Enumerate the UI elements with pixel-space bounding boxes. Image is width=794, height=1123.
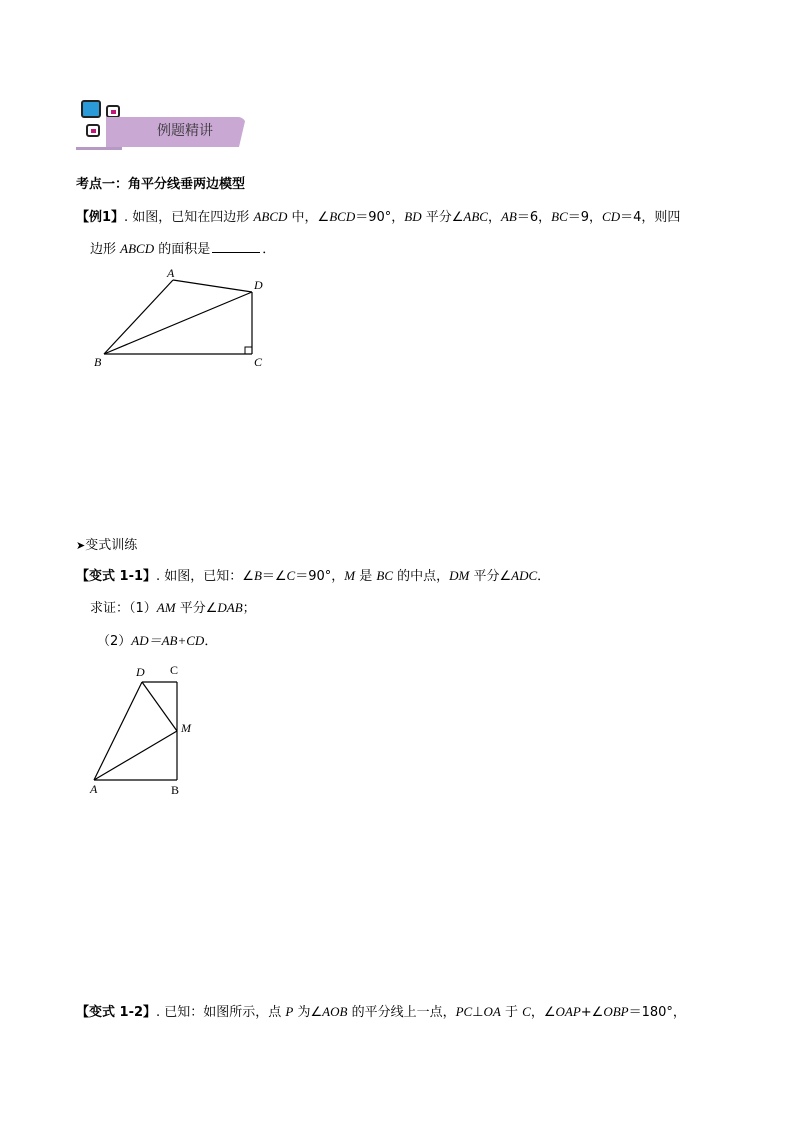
math: BCD	[329, 209, 356, 224]
math: AM	[156, 600, 176, 615]
text: 边形	[90, 242, 121, 257]
label-c: C	[170, 663, 179, 677]
math: P	[285, 1004, 294, 1019]
math: ABC	[463, 209, 488, 224]
variation1-part2-line	[97, 632, 217, 651]
banner-square-magenta-1	[106, 105, 120, 118]
text: 求证：（1）	[90, 601, 157, 616]
math: DAB	[217, 600, 243, 615]
diagonal-bd	[104, 292, 252, 354]
label-b: B	[171, 783, 180, 797]
math: C	[522, 1004, 531, 1019]
variation1-line1	[76, 567, 550, 586]
label-d: D	[136, 665, 145, 679]
text: +∠	[580, 1005, 604, 1020]
variation1-tag: 【变式 1-1】	[76, 569, 157, 584]
edge-ba	[104, 280, 173, 354]
text: . 如图，已知在四边形	[124, 210, 254, 225]
banner-title: 例题精讲	[157, 123, 213, 139]
text: 平分∠	[421, 210, 464, 225]
text: ；	[242, 601, 256, 616]
text: 的平分线上一点，	[347, 1005, 456, 1020]
section-heading: 考点一：角平分线垂两边模型	[76, 177, 246, 192]
variation-heading	[76, 537, 137, 555]
math: AB	[500, 209, 517, 224]
math: M	[344, 568, 356, 583]
text: （2）	[97, 634, 132, 649]
text: 平分∠	[469, 569, 512, 584]
math: PC	[455, 1004, 473, 1019]
label-a: A	[90, 782, 98, 796]
text: 平分∠	[175, 601, 218, 616]
text: ＝90°，	[355, 210, 405, 225]
variation-heading-text: 变式训练	[85, 538, 138, 553]
edge-ad	[173, 280, 252, 292]
math: ADC	[511, 568, 538, 583]
label-d: D	[254, 278, 263, 292]
label-a: A	[167, 266, 175, 280]
text: ⊥	[472, 1005, 484, 1020]
math: OBP	[603, 1004, 629, 1019]
banner-square-magenta-2	[86, 124, 100, 137]
banner-underline	[76, 147, 122, 150]
example1-tag: 【例1】	[76, 210, 125, 225]
figure-trapezoid-abcd	[80, 660, 210, 800]
math: BC	[376, 568, 393, 583]
segment-dm	[142, 682, 177, 731]
answer-blank	[212, 240, 260, 253]
text: ，∠	[530, 1005, 556, 1020]
text: . 已知：如图所示，点	[156, 1005, 286, 1020]
text: ，	[487, 210, 501, 225]
text: ＝90°，	[295, 569, 345, 584]
right-angle-mark	[245, 347, 252, 354]
variation2-tag: 【变式 1-2】	[76, 1005, 157, 1020]
math: CD	[602, 209, 621, 224]
math: ABCD	[120, 241, 155, 256]
math: BD	[404, 209, 422, 224]
math: OAP	[555, 1004, 581, 1019]
text: ＝9，	[567, 210, 603, 225]
text: 为∠	[293, 1005, 323, 1020]
text: ．	[204, 634, 218, 649]
math: DM	[449, 568, 470, 583]
text: 是	[355, 569, 377, 584]
text: ＝180°，	[628, 1005, 686, 1020]
math: BC	[551, 209, 568, 224]
text: 的面积是	[154, 242, 211, 257]
label-m: M	[181, 721, 191, 735]
math: AD＝AB+CD	[131, 633, 205, 648]
label-b: B	[94, 355, 102, 369]
variation1-prove-line	[90, 599, 256, 618]
text: ＝4，则四	[620, 210, 681, 225]
variation2-line1	[76, 1003, 686, 1022]
text: ＝∠	[261, 569, 287, 584]
label-c: C	[254, 355, 263, 369]
figure-quadrilateral-abcd	[80, 262, 290, 377]
text: ．	[262, 242, 276, 257]
text: . 如图，已知：∠	[156, 569, 254, 584]
example1-line1	[76, 208, 680, 227]
text: 中，∠	[287, 210, 330, 225]
text: 于	[500, 1005, 523, 1020]
text: 的中点，	[393, 569, 450, 584]
example1-line2	[90, 240, 275, 259]
banner-square-blue-1	[81, 100, 101, 118]
text: ＝6，	[516, 210, 552, 225]
math: AOB	[322, 1004, 348, 1019]
math: B	[253, 568, 262, 583]
math: OA	[483, 1004, 501, 1019]
text: ．	[537, 569, 551, 584]
math: ABCD	[253, 209, 288, 224]
math: C	[286, 568, 296, 583]
arrow-bullet-icon: ➤	[76, 539, 86, 552]
